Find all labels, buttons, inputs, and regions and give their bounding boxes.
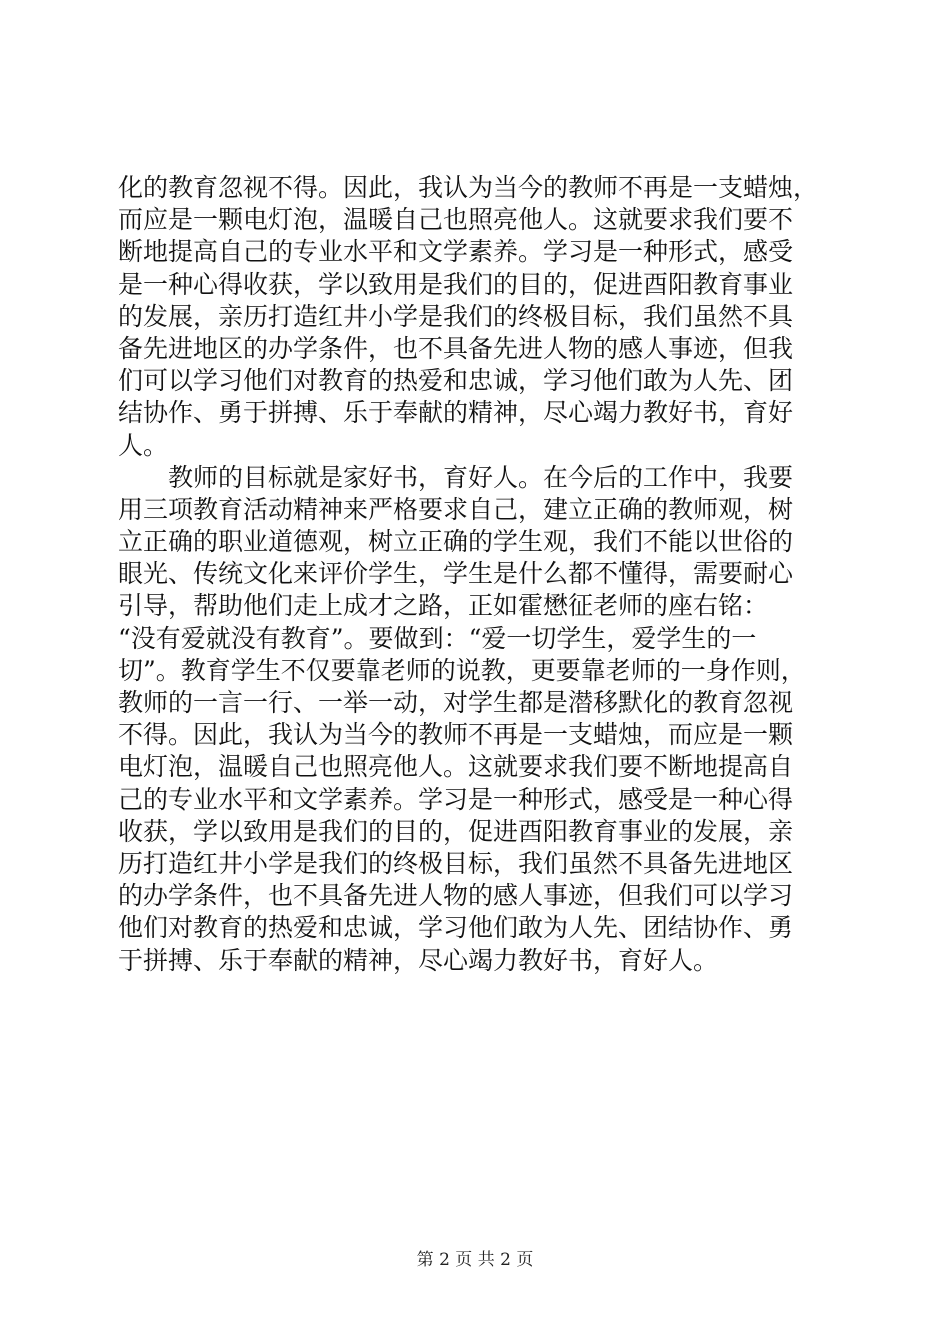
text-line: 他们对教育的热爱和忠诚，学习他们敢为人先、团结协作、勇 bbox=[118, 913, 794, 943]
text-line: 而应是一颗电灯泡，温暖自己也照亮他人。这就要求我们要不 bbox=[118, 205, 794, 235]
text-line: 化的教育忽视不得。因此，我认为当今的教师不再是一支蜡烛， bbox=[118, 173, 819, 202]
text-line: 用三项教育活动精神来严格要求自己，建立正确的教师观，树 bbox=[118, 494, 794, 524]
page-number-label: 第 2 页 共 2 页 bbox=[416, 1250, 534, 1270]
text-line: 立正确的职业道德观，树立正确的学生观，我们不能以世俗的 bbox=[118, 527, 794, 557]
text-line: 是一种心得收获，学以致用是我们的目的，促进酉阳教育事业 bbox=[118, 269, 794, 299]
text-line: 己的专业水平和文学素养。学习是一种形式，感受是一种心得 bbox=[118, 784, 794, 814]
text-line: 结协作、勇于拼搏、乐于奉献的精神，尽心竭力教好书，育好 bbox=[118, 398, 794, 428]
text-line: 历打造红井小学是我们的终极目标，我们虽然不具备先进地区 bbox=[118, 848, 794, 878]
text-line: “没有爱就没有教育”。要做到：“爱一切学生，爱学生的一 bbox=[118, 623, 757, 653]
document-body bbox=[118, 172, 838, 977]
text-line: 眼光、传统文化来评价学生，学生是什么都不懂得，需要耐心 bbox=[118, 559, 794, 589]
text-line: 教师的一言一行、一举一动，对学生都是潜移默化的教育忽视 bbox=[118, 688, 794, 717]
text-line: 引导，帮助他们走上成才之路，正如霍懋征老师的座右铭： bbox=[118, 591, 769, 621]
text-line: 们可以学习他们对教育的热爱和忠诚，学习他们敢为人先、团 bbox=[118, 366, 794, 396]
text-line-indented: 教师的目标就是家好书，育好人。在今后的工作中，我要 bbox=[168, 462, 794, 492]
text-line: 电灯泡，温暖自己也照亮他人。这就要求我们要不断地提高自 bbox=[118, 752, 794, 782]
text-line: 于拼搏、乐于奉献的精神，尽心竭力教好书，育好人。 bbox=[118, 945, 719, 975]
paragraph-2 bbox=[118, 462, 838, 977]
text-line: 收获，学以致用是我们的目的，促进酉阳教育事业的发展，亲 bbox=[118, 816, 794, 846]
page-footer bbox=[0, 1245, 950, 1270]
text-line: 的办学条件，也不具备先进人物的感人事迹，但我们可以学习 bbox=[118, 881, 794, 911]
paragraph-1 bbox=[118, 172, 838, 462]
text-line: 备先进地区的办学条件，也不具备先进人物的感人事迹，但我 bbox=[118, 333, 794, 363]
text-line: 不得。因此，我认为当今的教师不再是一支蜡烛，而应是一颗 bbox=[118, 720, 794, 750]
text-line: 的发展，亲历打造红井小学是我们的终极目标，我们虽然不具 bbox=[118, 301, 794, 331]
text-line: 断地提高自己的专业水平和文学素养。学习是一种形式，感受 bbox=[118, 237, 794, 267]
text-line: 切”。教育学生不仅要靠老师的说教，更要靠老师的一身作则， bbox=[118, 655, 806, 685]
text-line: 人。 bbox=[118, 430, 169, 460]
